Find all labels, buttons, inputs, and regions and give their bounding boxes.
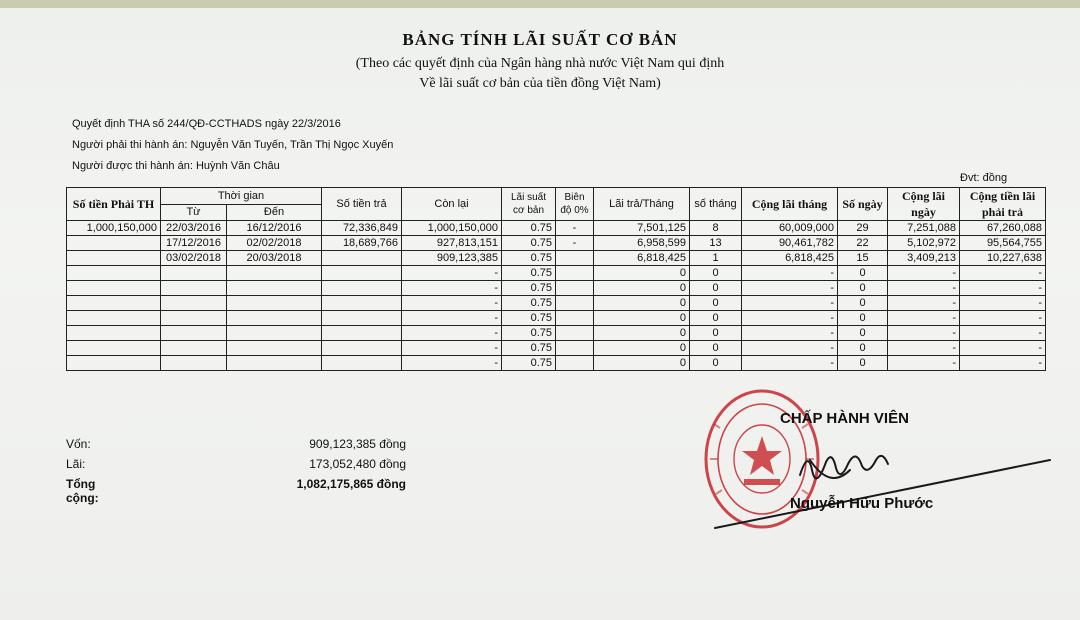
cell-cong-lai-ngay: - [888, 266, 960, 281]
cell-tu [161, 326, 227, 341]
cell-so-thang: 1 [690, 251, 742, 266]
cell-con-lai: - [402, 326, 502, 341]
cell-cong-tien-lai: - [960, 326, 1046, 341]
unit-label: Đvt: đồng [960, 172, 1008, 184]
lai-label: Lãi: [66, 457, 86, 471]
cell-so-ngay: 15 [838, 251, 888, 266]
cell-den [227, 341, 322, 356]
cell-cong-lai-ngay: - [888, 326, 960, 341]
cell-so-tien-tra [322, 251, 402, 266]
cell-cong-tien-lai: 67,260,088 [960, 221, 1046, 236]
cell-so-tien-phai-th [67, 251, 161, 266]
cell-so-thang: 0 [690, 341, 742, 356]
table-row [67, 356, 1046, 371]
cell-so-tien-tra: 72,336,849 [322, 221, 402, 236]
cell-den: 16/12/2016 [227, 221, 322, 236]
cell-so-tien-tra [322, 296, 402, 311]
cell-tu [161, 356, 227, 371]
cell-so-tien-tra [322, 311, 402, 326]
creditor-line: Người được thi hành án: Huỳnh Văn Châu [72, 160, 280, 172]
cell-tu [161, 311, 227, 326]
cell-cong-tien-lai: - [960, 341, 1046, 356]
cell-tu: 17/12/2016 [161, 236, 227, 251]
paper-edge [0, 0, 1080, 8]
cell-so-tien-tra [322, 341, 402, 356]
cell-con-lai: 1,000,150,000 [402, 221, 502, 236]
cell-so-ngay: 0 [838, 356, 888, 371]
cell-so-tien-phai-th [67, 326, 161, 341]
table-row [67, 221, 1046, 236]
cell-den [227, 266, 322, 281]
header-lai-suat: Lãi suất cơ bản [502, 188, 556, 221]
cell-cong-tien-lai: - [960, 296, 1046, 311]
cell-lai-suat: 0.75 [502, 221, 556, 236]
cell-con-lai: - [402, 341, 502, 356]
cell-con-lai: 927,813,151 [402, 236, 502, 251]
cell-bien-do [556, 281, 594, 296]
header-so-thang: số tháng [690, 188, 742, 221]
signer-role: CHẤP HÀNH VIÊN [780, 410, 909, 427]
cell-tu [161, 266, 227, 281]
cell-bien-do [556, 311, 594, 326]
cell-lai-tra-thang: 7,501,125 [594, 221, 690, 236]
cell-so-tien-phai-th [67, 356, 161, 371]
cell-con-lai: 909,123,385 [402, 251, 502, 266]
cell-so-tien-phai-th [67, 296, 161, 311]
lai-value: 173,052,480 đồng [309, 457, 406, 471]
von-label: Vốn: [66, 437, 91, 451]
header-con-lai: Còn lại [402, 188, 502, 221]
table-body [67, 221, 1046, 371]
cell-cong-tien-lai: 95,564,755 [960, 236, 1046, 251]
cell-den: 02/02/2018 [227, 236, 322, 251]
signer-name: Nguyễn Hữu Phước [790, 495, 934, 512]
cell-cong-lai-thang: - [742, 356, 838, 371]
cell-bien-do: - [556, 221, 594, 236]
cell-con-lai: - [402, 296, 502, 311]
cell-cong-lai-thang: 60,009,000 [742, 221, 838, 236]
cell-den [227, 311, 322, 326]
cell-cong-lai-thang: - [742, 311, 838, 326]
table-row [67, 281, 1046, 296]
cell-lai-suat: 0.75 [502, 311, 556, 326]
cell-cong-lai-ngay: - [888, 356, 960, 371]
cell-so-tien-phai-th [67, 236, 161, 251]
cell-cong-lai-ngay: - [888, 281, 960, 296]
cell-tu [161, 281, 227, 296]
document-subtitle-1: (Theo các quyết định của Ngân hàng nhà nước Việt Nam qui định [355, 56, 725, 71]
cell-lai-suat: 0.75 [502, 341, 556, 356]
cell-lai-suat: 0.75 [502, 281, 556, 296]
cell-so-ngay: 0 [838, 266, 888, 281]
cell-tu [161, 341, 227, 356]
von-value: 909,123,385 đồng [309, 437, 406, 451]
cell-den [227, 281, 322, 296]
cell-cong-tien-lai: - [960, 311, 1046, 326]
debtor-line: Người phải thi hành án: Nguyễn Văn Tuyến, Trần Thị Ngọc Xuyến [72, 139, 394, 151]
table-row [67, 266, 1046, 281]
cell-cong-lai-ngay: 5,102,972 [888, 236, 960, 251]
table-row [67, 341, 1046, 356]
cell-den: 20/03/2018 [227, 251, 322, 266]
cell-so-thang: 0 [690, 266, 742, 281]
total-value: 1,082,175,865 đồng [296, 477, 406, 491]
header-cong-lai-ngay: Cộng lãi ngày [888, 188, 960, 221]
cell-cong-lai-thang: 6,818,425 [742, 251, 838, 266]
cell-so-ngay: 0 [838, 311, 888, 326]
cell-so-tien-phai-th [67, 311, 161, 326]
header-lai-tra-thang: Lãi trả/Tháng [594, 188, 690, 221]
cell-cong-lai-ngay: - [888, 296, 960, 311]
cell-so-thang: 0 [690, 281, 742, 296]
header-tu: Từ [161, 204, 227, 221]
cell-den [227, 326, 322, 341]
cell-so-tien-tra [322, 326, 402, 341]
cell-so-tien-phai-th: 1,000,150,000 [67, 221, 161, 236]
cell-cong-lai-thang: - [742, 296, 838, 311]
header-so-tien-phai-th: Số tiền Phải TH [67, 188, 161, 221]
cell-con-lai: - [402, 311, 502, 326]
cell-bien-do: - [556, 236, 594, 251]
total-label: Tổng cộng: [66, 477, 99, 505]
cell-so-thang: 13 [690, 236, 742, 251]
cell-so-tien-phai-th [67, 341, 161, 356]
cell-so-ngay: 0 [838, 341, 888, 356]
cell-so-tien-phai-th [67, 266, 161, 281]
cell-bien-do [556, 356, 594, 371]
cell-lai-tra-thang: 0 [594, 281, 690, 296]
cell-so-ngay: 29 [838, 221, 888, 236]
table-row [67, 311, 1046, 326]
cell-so-tien-phai-th [67, 281, 161, 296]
cell-lai-tra-thang: 0 [594, 356, 690, 371]
cell-lai-tra-thang: 6,958,599 [594, 236, 690, 251]
cell-so-thang: 0 [690, 356, 742, 371]
cell-con-lai: - [402, 281, 502, 296]
cell-tu: 03/02/2018 [161, 251, 227, 266]
cell-so-tien-tra: 18,689,766 [322, 236, 402, 251]
header-den: Đến [227, 204, 322, 221]
cell-cong-tien-lai: 10,227,638 [960, 251, 1046, 266]
cell-so-thang: 0 [690, 311, 742, 326]
interest-table [66, 187, 1046, 371]
table-row [67, 251, 1046, 266]
cell-lai-suat: 0.75 [502, 326, 556, 341]
table-row [67, 236, 1046, 251]
cell-so-thang: 0 [690, 326, 742, 341]
cell-so-ngay: 22 [838, 236, 888, 251]
cell-lai-tra-thang: 0 [594, 326, 690, 341]
cell-bien-do [556, 326, 594, 341]
cell-con-lai: - [402, 266, 502, 281]
cell-lai-tra-thang: 0 [594, 296, 690, 311]
cell-lai-suat: 0.75 [502, 251, 556, 266]
cell-cong-tien-lai: - [960, 356, 1046, 371]
cell-lai-suat: 0.75 [502, 236, 556, 251]
cell-cong-lai-thang: - [742, 266, 838, 281]
cell-so-ngay: 0 [838, 326, 888, 341]
cell-cong-lai-thang: - [742, 326, 838, 341]
cell-lai-tra-thang: 0 [594, 266, 690, 281]
cell-cong-lai-ngay: - [888, 311, 960, 326]
cell-lai-tra-thang: 0 [594, 311, 690, 326]
document-subtitle-2: Về lãi suất cơ bản của tiền đồng Việt Nam) [419, 76, 661, 91]
cell-so-tien-tra [322, 281, 402, 296]
cell-so-thang: 0 [690, 296, 742, 311]
cell-so-tien-tra [322, 356, 402, 371]
cell-cong-lai-thang: - [742, 341, 838, 356]
header-so-ngay: Số ngày [838, 188, 888, 221]
table-row [67, 296, 1046, 311]
cell-con-lai: - [402, 356, 502, 371]
cell-so-tien-tra [322, 266, 402, 281]
header-bien-do: Biên độ 0% [556, 188, 594, 221]
cell-cong-tien-lai: - [960, 266, 1046, 281]
header-cong-lai-thang: Cộng lãi tháng [742, 188, 838, 221]
cell-lai-tra-thang: 0 [594, 341, 690, 356]
document-title: BẢNG TÍNH LÃI SUẤT CƠ BẢN [402, 30, 678, 49]
cell-lai-tra-thang: 6,818,425 [594, 251, 690, 266]
cell-tu [161, 296, 227, 311]
cell-lai-suat: 0.75 [502, 296, 556, 311]
cell-cong-lai-ngay: 3,409,213 [888, 251, 960, 266]
cell-bien-do [556, 296, 594, 311]
header-thoi-gian: Thời gian [161, 188, 322, 205]
cell-lai-suat: 0.75 [502, 266, 556, 281]
cell-cong-lai-thang: 90,461,782 [742, 236, 838, 251]
cell-cong-lai-ngay: 7,251,088 [888, 221, 960, 236]
cell-den [227, 296, 322, 311]
cell-so-thang: 8 [690, 221, 742, 236]
cell-cong-tien-lai: - [960, 281, 1046, 296]
cell-so-ngay: 0 [838, 281, 888, 296]
cell-so-ngay: 0 [838, 296, 888, 311]
table-row [67, 326, 1046, 341]
cell-bien-do [556, 251, 594, 266]
header-so-tien-tra: Số tiền trả [322, 188, 402, 221]
cell-bien-do [556, 341, 594, 356]
header-cong-tien-lai: Cộng tiền lãi phải trả [960, 188, 1046, 221]
handwritten-signature-icon [700, 420, 1070, 535]
cell-den [227, 356, 322, 371]
decision-line: Quyết định THA số 244/QĐ-CCTHADS ngày 22/3/2016 [72, 118, 341, 130]
cell-cong-lai-ngay: - [888, 341, 960, 356]
cell-tu: 22/03/2016 [161, 221, 227, 236]
cell-cong-lai-thang: - [742, 281, 838, 296]
cell-bien-do [556, 266, 594, 281]
cell-lai-suat: 0.75 [502, 356, 556, 371]
